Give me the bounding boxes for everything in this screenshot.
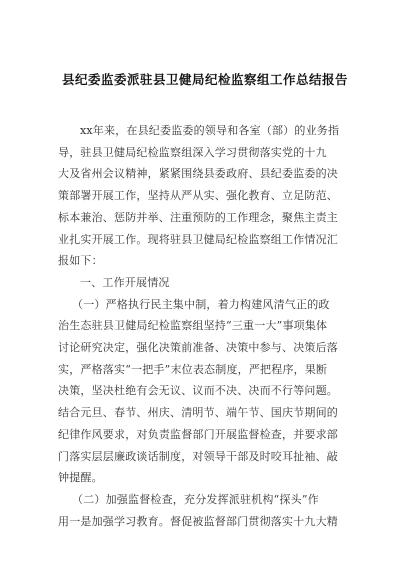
paragraph-line: 结合元旦、春节、州庆、清明节、端午节、国庆节期间的 (58, 406, 338, 420)
paragraph-line: 治生态驻县卫健局纪检监察组坚持“三重一大”事项集体 (58, 319, 328, 333)
paragraph-line: xx年来，在县纪委监委的领导和各室（部）的业务指 (80, 124, 340, 137)
paragraph-line: 纪律作风要求，对负责监督部门开展监督检查，并要求部 (58, 427, 338, 441)
paragraph-line: 决策，坚决杜绝有会无议、议而不决、决而不行等问题。 (58, 384, 338, 398)
paragraph-line: 导，驻县卫健局纪检监察组深入学习贯彻落实党的十九 (58, 145, 327, 159)
paragraph-line: 报如下： (58, 254, 103, 268)
paragraph-line: 讨论研究决定，强化决策前准备、决策中参与、决策后落 (58, 341, 338, 355)
paragraph-line: 钟提醒。 (58, 471, 103, 485)
paragraph-line: 标本兼治、惩防并举、注重预防的工作理念，聚焦主责主 (58, 210, 338, 224)
paragraph-line: （二）加强监督检查，充分发挥派驻机构“探头”作 (72, 492, 319, 506)
paragraph-line: 大及省州会议精神，紧紧围绕县委政府、县纪委监委的决 (58, 167, 338, 181)
paragraph-line: 用一是加强学习教育。督促被监督部门贯彻落实十九大精 (58, 514, 338, 528)
paragraph-line: 实，严格落实“一把手”末位表态制度，严把程序，果断 (58, 362, 328, 376)
paragraph-line: （一）严格执行民主集中制，着力构建风清气正的政 (72, 297, 330, 311)
document-title: 县纪委监委派驻县卫健局纪检监察组工作总结报告 (61, 72, 348, 87)
document-body (58, 120, 353, 532)
paragraph-line: 策部署开展工作，坚持从严从实、强化教育、立足防范、 (58, 189, 338, 203)
paragraph-line: 门落实层层廉政谈话制度，对领导干部及时咬耳扯袖、敲 (58, 449, 338, 463)
paragraph-line: 业扎实开展工作。现将驻县卫健局纪检监察组工作情况汇 (58, 232, 338, 246)
section-heading: 一、工作开展情况 (80, 275, 170, 289)
